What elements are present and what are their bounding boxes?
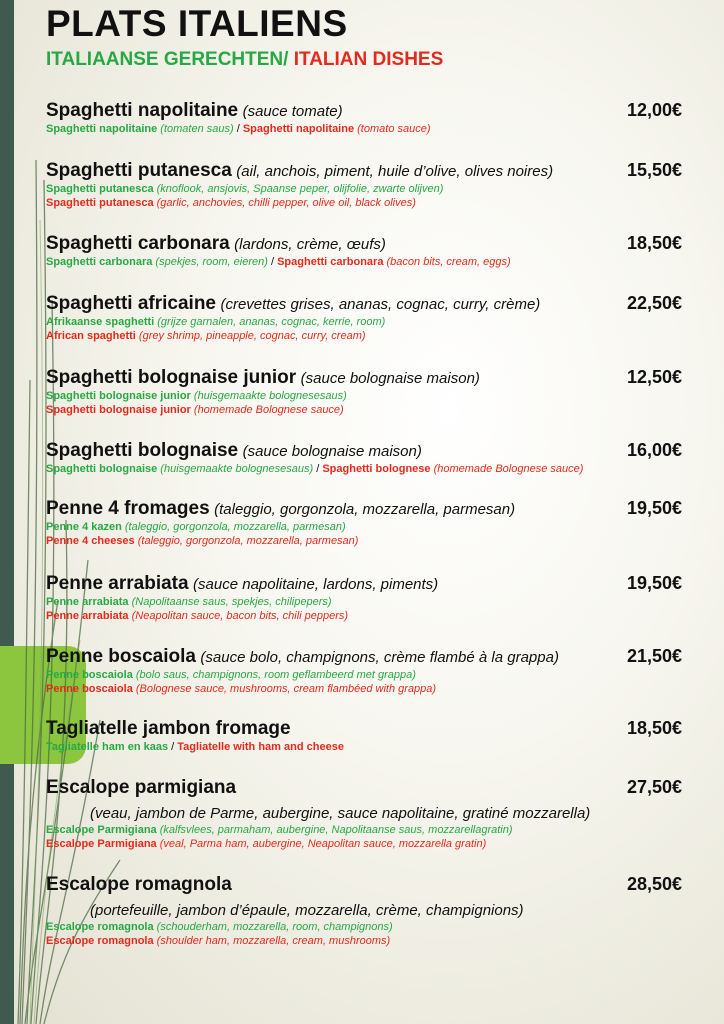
item-english-name: Spaghetti putanesca <box>46 197 154 209</box>
item-english-name: Tagliatelle with ham and cheese <box>177 741 344 753</box>
item-description: (lardons, crème, œufs) <box>234 236 386 253</box>
item-name: Spaghetti carbonara <box>46 233 230 254</box>
item-dutch-name: Afrikaanse spaghetti <box>46 316 155 328</box>
item-english-description: (bacon bits, cream, eggs) <box>386 256 511 268</box>
item-english-description: (Neapolitan sauce, bacon bits, chili peppers) <box>131 610 349 622</box>
item-dutch-name: Spaghetti bolognaise <box>46 463 158 475</box>
item-name: Spaghetti putanesca <box>46 160 232 181</box>
item-description: (taleggio, gorgonzola, mozzarella, parmesan) <box>214 501 516 518</box>
item-dutch-name: Escalope romagnola <box>46 921 154 933</box>
item-dutch-description: (grijze garnalen, ananas, cognac, kerrie, room) <box>157 316 386 328</box>
item-description: (sauce bolognaise maison) <box>242 443 422 460</box>
item-dutch-description: (schouderham, mozzarella, room, champignons) <box>156 921 393 933</box>
menu-item <box>46 874 682 948</box>
item-dutch-name: Spaghetti bolognaise junior <box>46 390 191 402</box>
item-name: Spaghetti bolognaise junior <box>46 367 297 388</box>
item-english-name: Penne boscaiola <box>46 683 133 695</box>
item-english-name: African spaghetti <box>46 330 136 342</box>
item-name: Escalope romagnola <box>46 874 232 895</box>
menu-item <box>46 498 682 548</box>
item-english-description: (garlic, anchovies, chilli pepper, olive oil, black olives) <box>156 197 416 209</box>
item-price: 21,50€ <box>626 646 682 666</box>
item-english-description: (grey shrimp, pineapple, cognac, curry, cream) <box>138 330 366 342</box>
item-english-name: Penne arrabiata <box>46 610 129 622</box>
language-separator: / <box>313 463 323 475</box>
menu-item <box>46 646 682 696</box>
menu-item <box>46 777 682 851</box>
item-dutch-description: (huisgemaakte bolognesesaus) <box>160 463 314 475</box>
item-name: Spaghetti bolognaise <box>46 440 239 461</box>
item-dutch-description: (bolo saus, champignons, room geflambeerd met grappa) <box>135 669 416 681</box>
item-english-name: Spaghetti carbonara <box>277 256 384 268</box>
item-description: (portefeuille, jambon d’épaule, mozzarella, crème, champignions) <box>90 902 524 919</box>
menu-item <box>46 293 682 343</box>
subtitle-english: ITALIAN DISHES <box>293 49 444 70</box>
item-dutch-name: Spaghetti carbonara <box>46 256 153 268</box>
menu-item <box>46 718 682 754</box>
item-description: (crevettes grises, ananas, cognac, curry, crème) <box>220 296 541 313</box>
item-dutch-description: (knoflook, ansjovis, Spaanse peper, olijfolie, zwarte olijven) <box>156 183 444 195</box>
item-price: 22,50€ <box>626 293 682 313</box>
item-english-name: Escalope romagnola <box>46 935 154 947</box>
item-price: 16,00€ <box>626 440 682 460</box>
item-english-name: Penne 4 cheeses <box>46 535 135 547</box>
item-english-description: (veal, Parma ham, aubergine, Neapolitan sauce, mozzarella gratin) <box>159 838 487 850</box>
item-description: (veau, jambon de Parme, aubergine, sauce napolitaine, gratiné mozzarella) <box>90 805 591 822</box>
menu-item <box>46 367 682 417</box>
item-price: 19,50€ <box>626 573 682 593</box>
item-dutch-description: (taleggio, gorgonzola, mozzarella, parmesan) <box>124 521 346 533</box>
language-separator: / <box>267 256 278 268</box>
item-dutch-name: Penne arrabiata <box>46 596 129 608</box>
item-name: Penne arrabiata <box>46 573 189 594</box>
language-separator: / <box>233 123 243 135</box>
item-english-name: Spaghetti bolognese <box>322 463 431 475</box>
item-english-name: Escalope Parmigiana <box>46 838 157 850</box>
item-dutch-name: Spaghetti napolitaine <box>46 123 158 135</box>
language-separator: / <box>168 741 178 753</box>
item-price: 18,50€ <box>626 718 682 738</box>
item-name: Escalope parmigiana <box>46 777 237 798</box>
item-price: 19,50€ <box>626 498 682 518</box>
item-price: 18,50€ <box>626 233 682 253</box>
menu-item <box>46 440 682 476</box>
item-english-description: (Bolognese sauce, mushrooms, cream flambéed with grappa) <box>135 683 437 695</box>
item-name: Penne 4 fromages <box>46 498 210 519</box>
item-english-description: (shoulder ham, mozzarella, cream, mushrooms) <box>156 935 391 947</box>
menu-item <box>46 100 682 136</box>
item-dutch-description: (Napolitaanse saus, spekjes, chilipepers) <box>131 596 332 608</box>
item-english-description: (tomato sauce) <box>357 123 431 135</box>
item-price: 28,50€ <box>626 874 682 894</box>
item-dutch-description: (tomaten saus) <box>160 123 234 135</box>
item-dutch-name: Penne 4 kazen <box>46 521 122 533</box>
item-price: 15,50€ <box>626 160 682 180</box>
item-description: (sauce bolo, champignons, crème flambé à la grappa) <box>200 649 559 666</box>
item-description: (sauce napolitaine, lardons, piments) <box>193 576 439 593</box>
item-english-description: (homemade Bolognese sauce) <box>433 463 584 475</box>
item-name: Spaghetti napolitaine <box>46 100 239 121</box>
page-title: PLATS ITALIENS <box>46 3 348 44</box>
item-english-name: Spaghetti napolitaine <box>242 123 355 135</box>
item-dutch-description: (kalfsvlees, parmaham, aubergine, Napolitaanse saus, mozzarellagratin) <box>159 824 513 836</box>
item-name: Spaghetti africaine <box>46 293 216 314</box>
menu-item <box>46 233 682 269</box>
item-dutch-name: Penne boscaiola <box>46 669 133 681</box>
page-subtitle <box>46 49 443 71</box>
item-dutch-name: Spaghetti putanesca <box>46 183 154 195</box>
item-price: 12,00€ <box>626 100 682 120</box>
item-dutch-description: (spekjes, room, eieren) <box>155 256 268 268</box>
menu-header <box>46 4 443 71</box>
subtitle-dutch: ITALIAANSE GERECHTEN/ <box>46 49 289 70</box>
menu-item <box>46 160 682 210</box>
item-dutch-description: (huisgemaakte bolognesesaus) <box>193 390 347 402</box>
menu-item <box>46 573 682 623</box>
item-english-name: Spaghetti bolognaise junior <box>46 404 191 416</box>
left-edge-strip <box>0 0 14 1024</box>
item-price: 12,50€ <box>626 367 682 387</box>
item-english-description: (taleggio, gorgonzola, mozzarella, parmesan) <box>137 535 359 547</box>
item-description: (sauce bolognaise maison) <box>300 370 480 387</box>
item-price: 27,50€ <box>626 777 682 797</box>
item-english-description: (homemade Bolognese sauce) <box>193 404 344 416</box>
item-dutch-name: Tagliatelle ham en kaas <box>46 741 169 753</box>
item-name: Tagliatelle jambon fromage <box>46 718 291 739</box>
item-description: (sauce tomate) <box>242 103 343 120</box>
item-dutch-name: Escalope Parmigiana <box>46 824 157 836</box>
item-description: (ail, anchois, piment, huile d’olive, olives noires) <box>236 163 554 180</box>
item-name: Penne boscaiola <box>46 646 196 667</box>
